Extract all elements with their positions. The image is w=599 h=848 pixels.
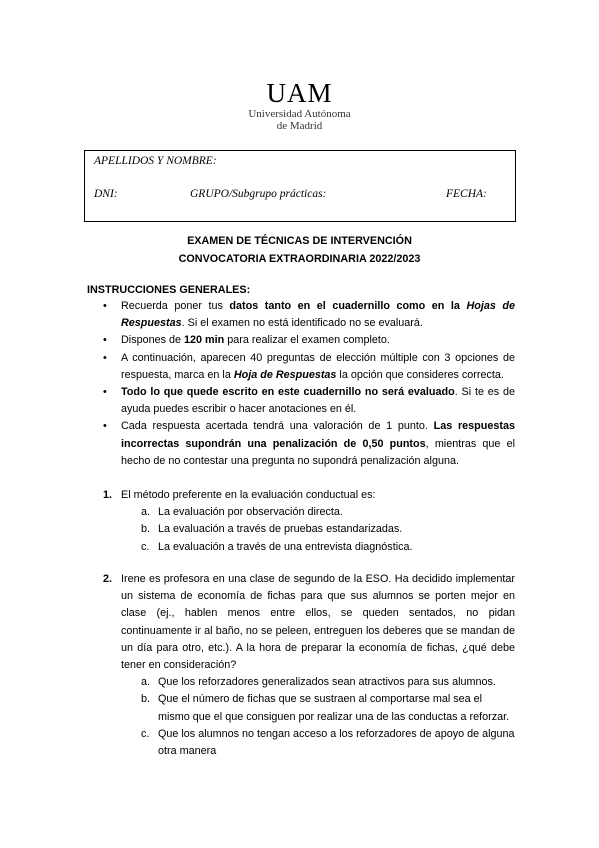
bullet-icon: • — [103, 300, 107, 312]
logo-line-1: Universidad Autónoma — [248, 108, 351, 120]
answer-option: b. Que el número de fichas que se sustraen al comportarse mal sea el mismo que el que consiguen por realizar una de las conductas a reforzar. — [141, 693, 510, 723]
instructions-list — [103, 298, 515, 470]
answer-option: a. Que los reforzadores generalizados sean atractivos para sus alumnos. — [141, 676, 496, 689]
student-info-box — [84, 150, 516, 222]
answer-option: c. Que los alumnos no tengan acceso a los reforzadores de apoyo de alguna otra manera — [141, 727, 515, 758]
logo-line-2: de Madrid — [276, 120, 323, 132]
date-field-label: FECHA: — [446, 188, 487, 200]
logo-mark: UAM — [266, 78, 333, 108]
name-field-label: APELLIDOS Y NOMBRE: — [94, 155, 217, 167]
instruction-item: • Todo lo que quede escrito en este cuadernillo no será evaluado. Si te es de ayuda puedes escribir o hacer anotaciones en él. — [103, 386, 515, 416]
exam-title: EXAMEN DE TÉCNICAS DE INTERVENCIÓN — [187, 235, 412, 247]
question-stem: Irene es profesora en una clase de segundo de la ESO. Ha decidido implementar un sistema de economía de fichas para que sus alumnos se porten mejor en clase (ej., hablen menos entre ellos, se queden sentados, no pidan continuamente ir al baño, no se peleen, entreguen los deberes que se mandan de un día para otro, etc.). A la hora de preparar la economía de fichas, ¿qué debe tener en consideración? — [121, 573, 515, 672]
group-field-label: GRUPO/Subgrupo prácticas: — [190, 188, 327, 200]
answer-options — [141, 674, 515, 760]
instruction-item: • Dispones de 120 min para realizar el examen completo. — [103, 332, 515, 349]
instruction-item: • Recuerda poner tus datos tanto en el cuadernillo como en la Hojas de Respuestas. Si el examen no está identificado no se evaluará. — [103, 300, 515, 330]
exam-session: CONVOCATORIA EXTRAORDINARIA 2022/2023 — [178, 253, 421, 265]
instruction-item: • A continuación, aparecen 40 preguntas de elección múltiple con 3 opciones de respuesta, marca en la Hoja de Respuestas la opción que consideres correcta. — [103, 351, 515, 381]
bullet-icon: • — [103, 420, 107, 433]
university-logo — [0, 78, 599, 132]
question-number: 1. — [103, 489, 113, 501]
bullet-icon: • — [103, 334, 107, 347]
dni-field-label: DNI: — [94, 188, 118, 200]
instruction-item: • Cada respuesta acertada tendrá una valoración de 1 punto. Las respuestas incorrectas supondrán una penalización de 0,50 puntos, mientras que el hecho de no contestar una pregunta no supondrá penalización alguna. — [103, 420, 515, 467]
answer-options — [141, 504, 515, 556]
question-2 — [103, 571, 515, 760]
answer-option: b. La evaluación a través de pruebas estandarizadas. — [141, 523, 403, 536]
question-1 — [103, 487, 515, 556]
answer-option: c. La evaluación a través de una entrevista diagnóstica. — [141, 540, 413, 553]
answer-option: a. La evaluación por observación directa. — [141, 506, 343, 519]
question-number: 2. — [103, 573, 113, 585]
bullet-icon: • — [103, 386, 107, 399]
question-stem: El método preferente en la evaluación conductual es: — [121, 489, 376, 501]
instructions-heading: INSTRUCCIONES GENERALES: — [87, 284, 251, 296]
bullet-icon: • — [103, 351, 107, 364]
